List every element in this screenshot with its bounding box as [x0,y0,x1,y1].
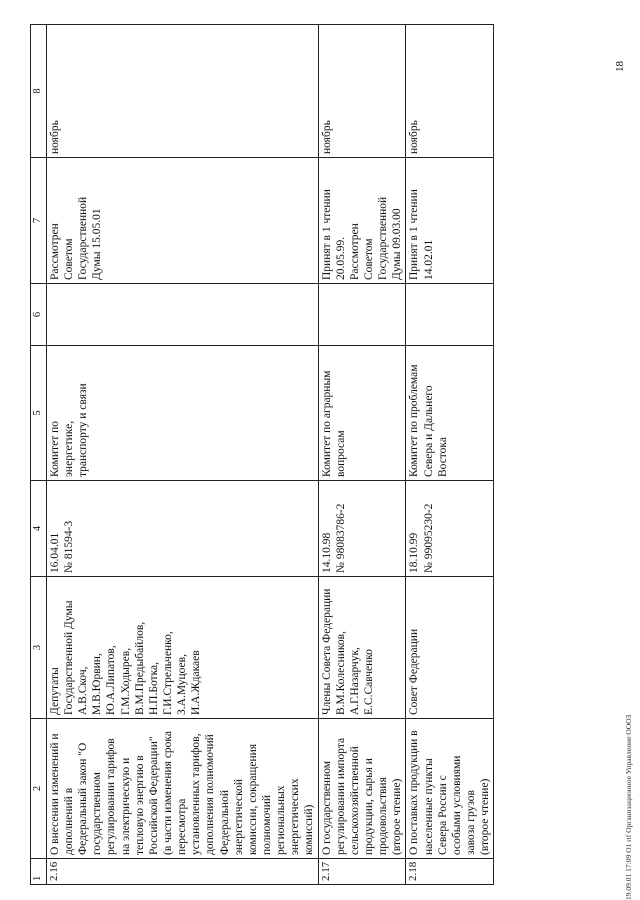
column-6-cell [46,284,318,346]
cell-line: Востока [436,437,449,477]
row-number-cell: 2.16 [46,859,318,885]
cell-line: Ю.А.Липатов, [105,645,118,715]
cell-line: завоза грузов [464,790,477,855]
cell-line: Члены Совета Федерации [320,588,333,715]
cell-line: Н.П.Ботка, [147,662,160,715]
authors-cell [406,577,494,719]
cell-line: Государственной [77,196,90,280]
row-number-cell: 2.17 [318,859,406,885]
cell-line: регулировании импорта [334,737,347,855]
cell-line: Федеральной [218,790,231,855]
cell-line: населенные пункты [422,758,435,855]
cell-line: Думы 09.03.00 [391,208,404,280]
cell-line: № 81594-3 [63,520,76,573]
cell-line: ноябрь [320,120,333,154]
cell-line: 20.05.99. [334,236,347,280]
page-number: 18 [614,61,626,72]
cell-line: комиссии, сокращения [246,743,259,855]
cell-line: на электрическую и [119,757,132,855]
authors-cell [46,577,318,719]
registration-cell [46,481,318,577]
column-6-cell [318,284,406,346]
cell-line: О внесении изменений и [48,733,61,855]
cell-line: регулировании тарифов [105,738,118,855]
row-number-cell: 2.18 [406,859,494,885]
authors-cell [318,577,406,719]
cell-line: ноябрь [48,120,61,154]
registration-cell [318,481,406,577]
committee-cell [406,346,494,481]
header-cell: 5 [31,346,47,481]
cell-line: (в части изменения срока [162,731,175,855]
cell-line: сельскохозяйственной [348,746,361,855]
cell-line: полномочий [261,795,274,855]
header-row [31,25,47,885]
cell-line: 14.02.01 [422,239,435,280]
header-cell: 7 [31,158,47,284]
status-cell [318,158,406,284]
cell-line: Государственной Думы [63,600,76,715]
month-cell [406,25,494,158]
cell-line: В.М.Колесников, [334,631,347,715]
header-cell: 8 [31,25,47,158]
cell-line: дополнения полномочий [204,734,217,855]
cell-line: Е.С.Савченко [363,648,375,715]
month-cell [318,25,406,158]
status-cell [406,158,494,284]
cell-line: № 98083786-2 [334,503,347,573]
cell-line: О поставках продукции в [408,730,421,855]
cell-line: Принят в 1 чтении [408,189,421,280]
cell-line: особыми условиями [450,755,463,855]
cell-line: В.М.Предыбайлов, [133,621,146,715]
cell-line: Севера России с [436,775,449,855]
header-cell: 2 [31,719,47,859]
cell-line: Севера и Дальнего [422,385,435,477]
cell-line: Рассмотрен [48,223,61,280]
cell-line: пересмотра [176,798,189,855]
footer-text: 19.09.01 17:09 O1 rtf Организационное Управление ОООЗ [624,714,633,900]
cell-line: энергетике, [63,420,76,477]
cell-line: продукции, сырья и [363,758,375,855]
table-row [318,25,406,885]
cell-line: Советом [63,238,76,280]
title-cell [46,719,318,859]
cell-line: государственном [91,772,104,855]
cell-line: Г.М.Ходырев, [119,647,132,715]
committee-cell [46,346,318,481]
cell-line: энергетической [232,779,245,855]
header-cell: 4 [31,481,47,577]
cell-line: Российской Федерации" [147,736,160,855]
cell-line: комиссий) [303,804,316,855]
status-cell [46,158,318,284]
title-cell [406,719,494,859]
header-cell: 3 [31,577,47,719]
cell-line: 14.10.98 [320,532,333,573]
cell-line: энергетических [289,778,302,855]
cell-line: Принят в 1 чтении [320,189,333,280]
table-body [46,25,493,885]
column-6-cell [406,284,494,346]
cell-line: вопросам [334,430,347,477]
cell-line: З.А.Муцоев, [176,654,189,715]
cell-line: А.Г.Назарчук, [348,647,361,715]
cell-line: тепловую энергию в [133,755,146,855]
cell-line: Федеральный закон "О [77,742,90,855]
committee-cell [318,346,406,481]
cell-line: И.А.Ждакаев [190,650,203,715]
cell-line: продовольствия [377,777,390,855]
cell-line: О государственном [320,760,333,855]
cell-line: 18.10.99 [408,532,421,573]
cell-line: Советом [363,238,375,280]
cell-line: № 99095230-2 [422,503,435,573]
legislation-table [30,24,494,885]
cell-line: Комитет по [48,421,61,477]
cell-line: М.В.Юрвин, [91,653,104,715]
cell-line: транспорту и связи [77,383,90,477]
header-cell: 6 [31,284,47,346]
cell-line: 16.04.01 [48,532,61,573]
cell-line: Рассмотрен [348,223,361,280]
cell-line: установленных тарифов, [190,733,203,855]
cell-line: Совет Федерации [408,628,421,715]
cell-line: региональных [275,785,288,855]
cell-line: Комитет по проблемам [408,364,421,477]
cell-line: ноябрь [408,120,421,154]
cell-line: дополнений в [63,787,76,855]
cell-line: Депутаты [48,667,61,715]
cell-line: Г.И.Стрельченко, [162,631,175,715]
cell-line: Комитет по аграрным [320,370,333,477]
cell-line: Думы 15.05.01 [91,208,104,280]
title-cell [318,719,406,859]
month-cell [46,25,318,158]
table-row [406,25,494,885]
cell-line: Государственной [377,196,390,280]
cell-line: (второе чтение) [479,778,492,855]
cell-line: (второе чтение) [391,778,404,855]
header-cell: 1 [31,859,47,885]
registration-cell [406,481,494,577]
cell-line: А.В.Скоч, [77,666,90,715]
table-row [46,25,318,885]
